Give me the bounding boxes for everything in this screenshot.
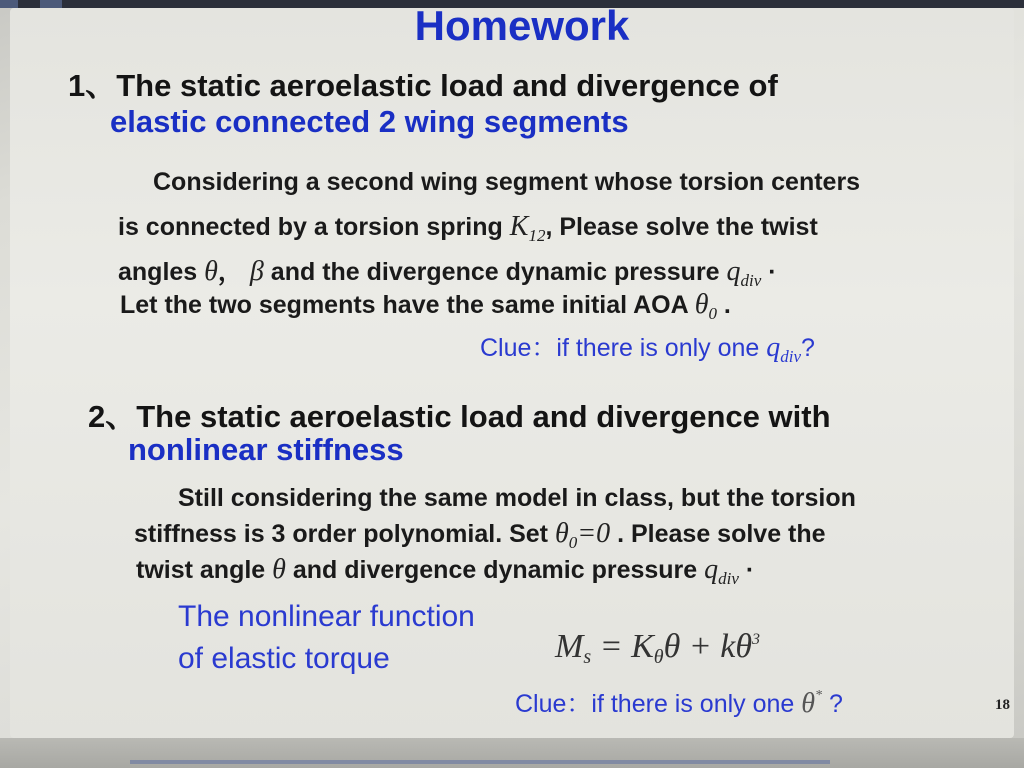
q-letter: q bbox=[766, 332, 781, 363]
theta-subscript: 0 bbox=[708, 304, 717, 323]
theta0-symbol bbox=[554, 518, 611, 552]
problem2-heading-line2: nonlinear stiffness bbox=[128, 432, 404, 467]
text: Let the two segments have the same initial AOA bbox=[120, 291, 688, 319]
q-subscript: div bbox=[718, 569, 739, 588]
theta-symbol: θ bbox=[272, 554, 286, 585]
slide bbox=[10, 2, 1014, 738]
q-div-symbol bbox=[726, 256, 762, 290]
theta-letter: θ bbox=[801, 688, 816, 719]
bottom-line bbox=[130, 760, 830, 764]
q-subscript: div bbox=[780, 347, 802, 366]
theta-star-symbol bbox=[801, 688, 822, 719]
eq-M-subscript: s bbox=[583, 646, 592, 668]
problem1-heading-line2: elastic connected 2 wing segments bbox=[110, 104, 629, 139]
equals-zero: =0 bbox=[577, 518, 611, 549]
q-subscript: div bbox=[740, 271, 762, 290]
problem1-line4 bbox=[120, 289, 731, 324]
torque-equation bbox=[555, 628, 760, 669]
k12-symbol bbox=[509, 211, 546, 245]
k-letter: K bbox=[509, 211, 529, 242]
end-mark: · bbox=[745, 556, 755, 584]
problem1-line1: Considering a second wing segment whose torsion centers bbox=[153, 168, 861, 196]
text: , Please solve the twist bbox=[545, 213, 818, 241]
q-letter: q bbox=[704, 554, 719, 585]
text: and the divergence dynamic pressure bbox=[270, 258, 720, 286]
separator: ， bbox=[217, 258, 243, 286]
eq-exponent: 3 bbox=[752, 631, 761, 648]
theta0-symbol bbox=[694, 289, 717, 323]
problem2-line1: Still considering the same model in class, but the torsion bbox=[178, 484, 856, 512]
eq-equals-K: = K bbox=[591, 628, 654, 665]
problem1-clue bbox=[480, 328, 815, 367]
theta-letter: θ bbox=[694, 289, 709, 320]
q-div-symbol bbox=[766, 332, 802, 366]
page-number: 18 bbox=[995, 697, 1010, 713]
question-mark: ? bbox=[801, 334, 815, 362]
problem1-line3 bbox=[118, 252, 777, 291]
problem2-line2 bbox=[134, 518, 826, 553]
end-mark: · bbox=[768, 258, 777, 286]
question-mark: ? bbox=[828, 690, 843, 718]
text: . Please solve the bbox=[617, 520, 826, 548]
clue-text: Clue：if there is only one bbox=[480, 334, 760, 362]
text: twist angle bbox=[136, 556, 266, 584]
nonlinear-label-line1: The nonlinear function bbox=[178, 600, 475, 633]
text: is connected by a torsion spring bbox=[118, 213, 503, 241]
problem1-heading-line1: 1、The static aeroelastic load and divergence of bbox=[68, 68, 778, 103]
bottom-strip bbox=[0, 738, 1024, 768]
eq-rest: θ + kθ bbox=[663, 628, 753, 665]
eq-K-subscript: θ bbox=[653, 646, 664, 668]
nonlinear-label-line2: of elastic torque bbox=[178, 642, 390, 675]
q-div-symbol bbox=[704, 554, 739, 588]
theta-symbol: θ bbox=[204, 256, 218, 287]
problem2-line3 bbox=[136, 554, 754, 589]
slide-title: Homework bbox=[414, 2, 630, 49]
problem2-clue bbox=[515, 684, 843, 720]
clue-text: Clue：if there is only one bbox=[515, 690, 795, 718]
theta-letter: θ bbox=[554, 518, 569, 549]
eq-M: M bbox=[555, 628, 584, 665]
theta-subscript: 0 bbox=[568, 533, 578, 552]
problem1-line2 bbox=[118, 211, 818, 246]
q-letter: q bbox=[726, 256, 741, 287]
beta-symbol: β bbox=[249, 256, 264, 287]
k-subscript: 12 bbox=[528, 226, 546, 245]
text: and divergence dynamic pressure bbox=[292, 556, 698, 584]
text: stiffness is 3 order polynomial. Set bbox=[134, 520, 549, 548]
star-superscript: * bbox=[815, 688, 823, 703]
text: angles bbox=[118, 258, 198, 286]
problem2-heading-line1: 2、The static aeroelastic load and divergence with bbox=[88, 399, 831, 434]
end-mark: . bbox=[723, 291, 731, 319]
